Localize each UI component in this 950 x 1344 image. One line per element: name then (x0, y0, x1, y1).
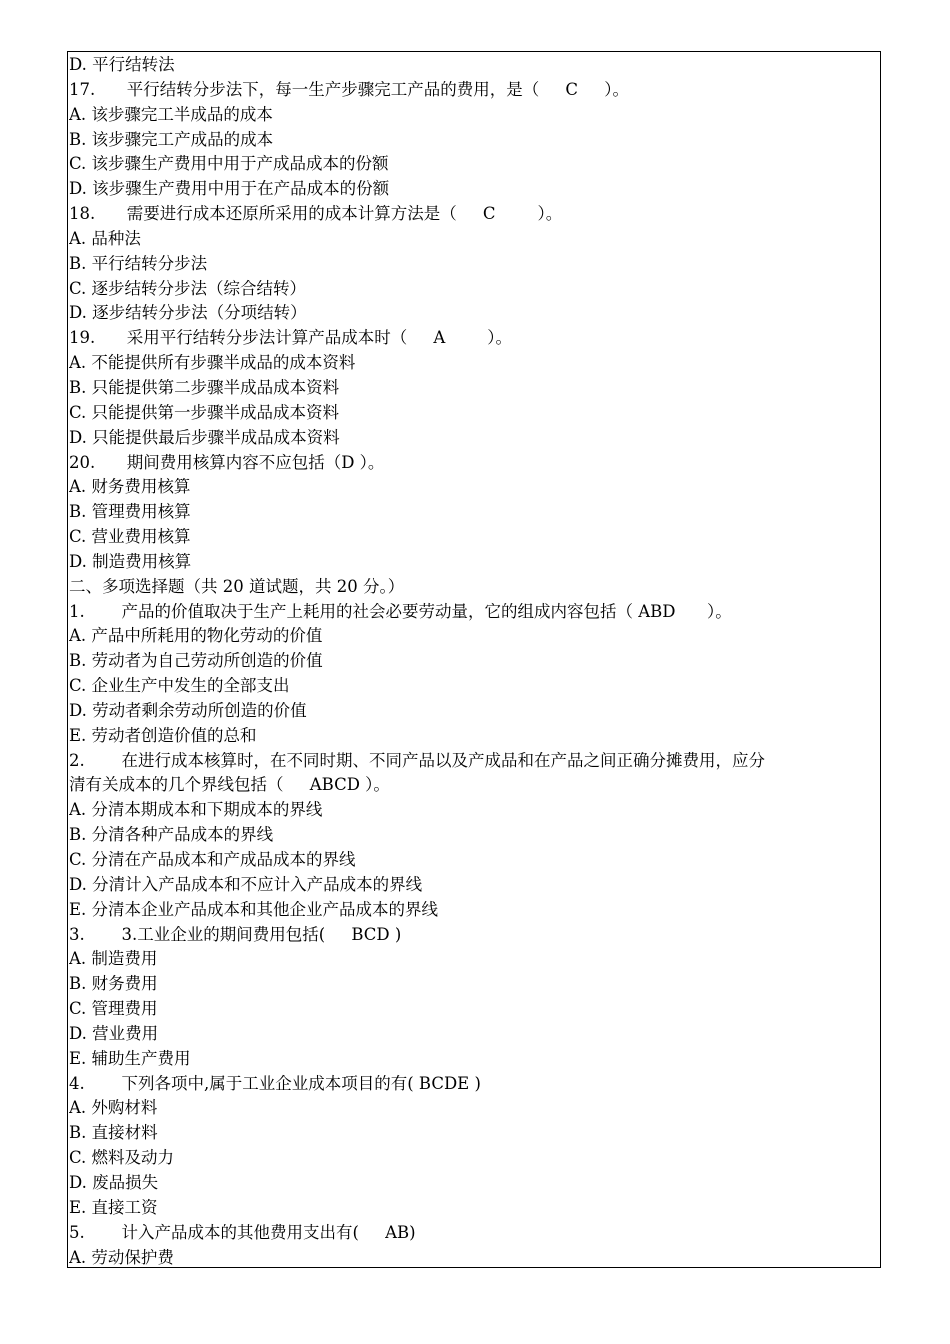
text-line: C. 逐步结转分步法（综合结转） (69, 278, 307, 298)
text-line: 5. 计入产品成本的其他费用支出有( AB) (69, 1222, 416, 1242)
question-text-block (68, 52, 880, 1268)
text-line: C. 燃料及动力 (69, 1148, 175, 1168)
text-line: B. 管理费用核算 (69, 502, 191, 522)
text-line: E. 劳动者创造价值的总和 (69, 725, 257, 745)
text-line: A. 外购材料 (69, 1098, 158, 1118)
text-line: 20. 期间费用核算内容不应包括（D ）。 (69, 452, 385, 472)
text-line: D. 逐步结转分步法（分项结转） (69, 303, 307, 323)
text-line: C. 分清在产品成本和产成品成本的界线 (69, 850, 356, 869)
text-line: B. 分清各种产品成本的界线 (69, 825, 274, 845)
question-page-frame (67, 51, 881, 1268)
text-line: 二、多项选择题（共 20 道试题，共 20 分。） (69, 576, 405, 596)
text-line: B. 平行结转分步法 (69, 253, 208, 273)
text-line: A. 产品中所耗用的物化劳动的价值 (69, 626, 323, 646)
text-line: B. 只能提供第二步骤半成品成本资料 (69, 377, 340, 397)
text-line: D. 平行结转法 (69, 55, 175, 74)
text-line: 4. 下列各项中,属于工业企业成本项目的有( BCDE ) (69, 1073, 481, 1093)
text-line: B. 直接材料 (69, 1123, 158, 1143)
text-line: B. 劳动者为自己劳动所创造的价值 (69, 651, 323, 671)
text-line: A. 分清本期成本和下期成本的界线 (69, 800, 323, 820)
text-line: D. 分清计入产品成本和不应计入产品成本的界线 (69, 874, 423, 894)
text-line: A. 品种法 (69, 228, 141, 248)
text-line: B. 该步骤完工产成品的成本 (69, 129, 274, 149)
text-line: 17. 平行结转分步法下，每一生产步骤完工产品的费用，是（ C ）。 (69, 79, 630, 99)
text-line: 2. 在进行成本核算时，在不同时期、不同产品以及产成品和在产品之间正确分摊费用，应分 (69, 750, 765, 770)
text-line: E. 分清本企业产品成本和其他企业产品成本的界线 (69, 899, 439, 919)
text-line: C. 该步骤生产费用中用于产成品成本的份额 (69, 154, 389, 174)
text-line: 3. 3.工业企业的期间费用包括( BCD ) (69, 924, 402, 944)
text-line: C. 只能提供第一步骤半成品成本资料 (69, 402, 340, 422)
text-line: B. 财务费用 (69, 974, 158, 994)
text-line: D. 营业费用 (69, 1023, 159, 1043)
text-line: D. 只能提供最后步骤半成品成本资料 (69, 427, 340, 447)
text-line: C. 企业生产中发生的全部支出 (69, 676, 290, 696)
text-line: A. 该步骤完工半成品的成本 (69, 104, 273, 124)
text-line: 19. 采用平行结转分步法计算产品成本时（ A ）。 (69, 328, 513, 348)
text-line: D. 劳动者剩余劳动所创造的价值 (69, 700, 307, 720)
text-line: 清有关成本的几个界线包括（ ABCD ）。 (69, 775, 390, 795)
text-line: 1. 产品的价值取决于生产上耗用的社会必要劳动量，它的组成内容包括（ ABD ）。 (69, 601, 732, 621)
text-line: A. 不能提供所有步骤半成品的成本资料 (69, 353, 356, 373)
text-line: C. 管理费用 (69, 999, 158, 1019)
text-line: D. 制造费用核算 (69, 551, 192, 571)
text-line: D. 该步骤生产费用中用于在产品成本的份额 (69, 179, 390, 199)
text-line: D. 废品损失 (69, 1172, 159, 1192)
text-line: A. 劳动保护费 (69, 1247, 174, 1267)
text-line: A. 制造费用 (69, 949, 158, 969)
text-line: C. 营业费用核算 (69, 527, 191, 547)
text-line: E. 直接工资 (69, 1197, 158, 1217)
text-line: A. 财务费用核算 (69, 477, 191, 497)
text-line: E. 辅助生产费用 (69, 1048, 191, 1068)
text-line: 18. 需要进行成本还原所采用的成本计算方法是（ C ）。 (69, 204, 563, 224)
